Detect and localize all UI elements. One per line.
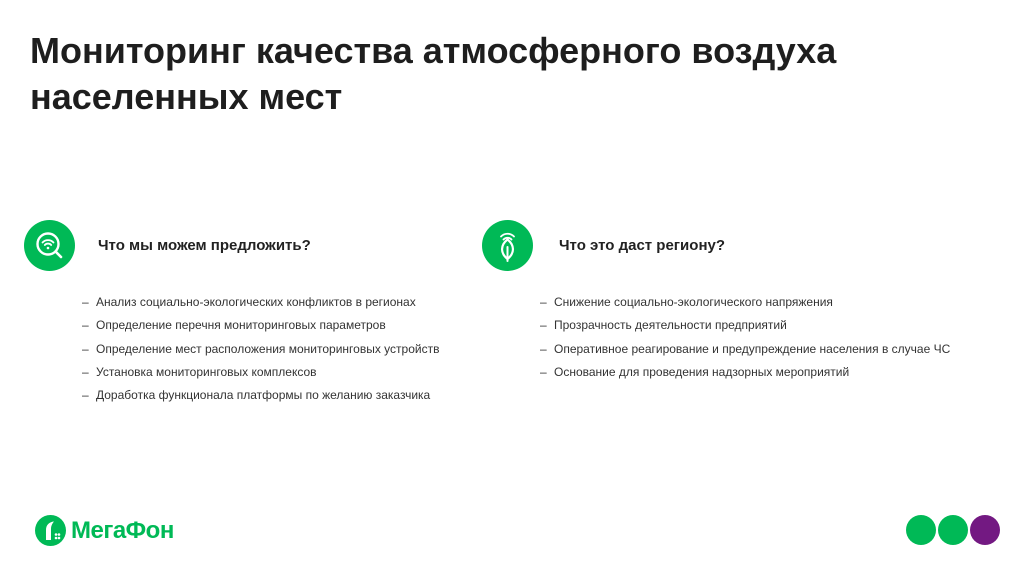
megafon-logo-text: МегаФон <box>71 517 174 544</box>
offer-list <box>82 291 439 407</box>
bullet-dash: – <box>82 388 89 403</box>
list-item-text: Основание для проведения надзорных мероприятий <box>554 364 850 379</box>
list-item <box>540 314 950 337</box>
bullet-dash: – <box>540 364 547 379</box>
list-item <box>82 361 439 384</box>
list-item <box>82 384 439 407</box>
list-item <box>82 291 439 314</box>
megafon-logo <box>35 515 235 547</box>
page-title: Мониторинг качества атмосферного воздуха населенных мест <box>30 30 837 117</box>
megafon-logo-icon <box>35 515 66 546</box>
list-item <box>540 361 950 384</box>
bullet-dash: – <box>82 295 89 309</box>
green-dot <box>938 515 968 545</box>
list-item-text: Прозрачность деятельности предприятий <box>554 318 787 333</box>
list-item-text: Анализ социально-экологических конфликтов в регионах <box>96 295 416 309</box>
list-item-text: Оперативное реагирование и предупреждение населения в случае ЧС <box>554 341 951 356</box>
list-item-text: Определение перечня мониторинговых параметров <box>96 318 386 333</box>
decorative-dots <box>906 515 1000 545</box>
list-item <box>82 338 439 361</box>
offer-heading: Что мы можем предложить? <box>98 237 311 254</box>
list-item-text: Установка мониторинговых комплексов <box>96 364 317 379</box>
green-dot <box>906 515 936 545</box>
benefits-list <box>540 291 950 384</box>
list-item-text: Снижение социально-экологического напряжения <box>554 295 833 309</box>
list-item <box>540 291 950 314</box>
list-item-text: Доработка функционала платформы по желанию заказчика <box>96 388 431 403</box>
list-item <box>540 338 950 361</box>
search-signal-icon <box>24 220 75 271</box>
list-item-text: Определение мест расположения мониторинговых устройств <box>96 341 440 356</box>
bullet-dash: – <box>82 364 89 379</box>
bullet-dash: – <box>540 341 547 356</box>
bullet-dash: – <box>82 318 89 333</box>
bullet-dash: – <box>540 295 547 309</box>
benefits-heading: Что это даст региону? <box>559 237 726 254</box>
bullet-dash: – <box>82 341 89 356</box>
list-item <box>82 314 439 337</box>
purple-dot <box>970 515 1000 545</box>
bullet-dash: – <box>540 318 547 333</box>
leaf-signal-icon <box>482 220 533 271</box>
